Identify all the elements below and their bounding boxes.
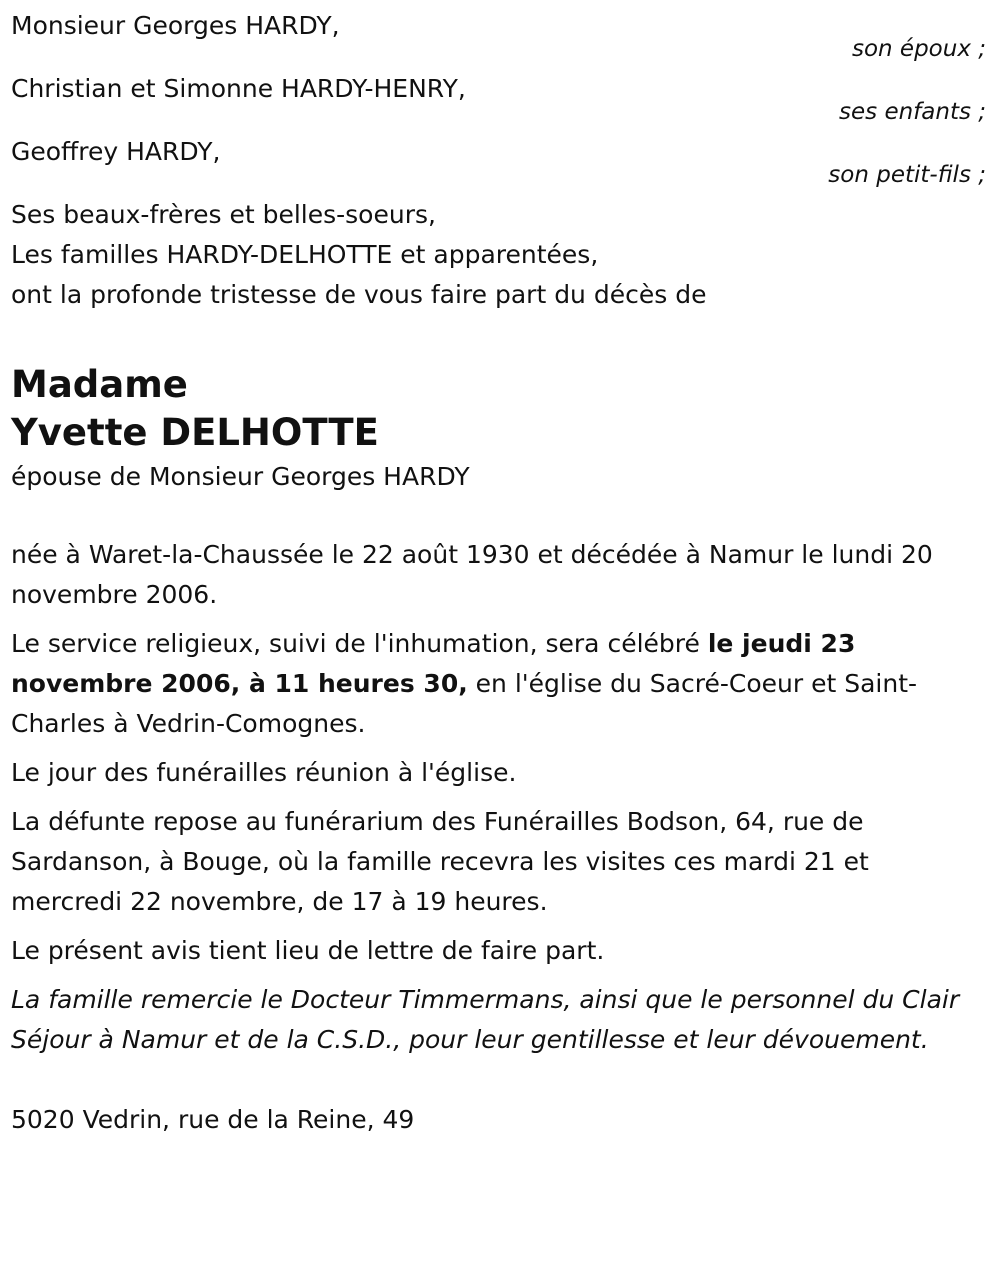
- family-member-name: Christian et Simonne HARDY-HENRY,: [11, 74, 466, 103]
- family-member-role: son petit-fils ;: [828, 162, 986, 188]
- family-member: [11, 69, 986, 124]
- family-member-role: son époux ;: [851, 36, 986, 62]
- birth-death-text: née à Waret-la-Chaussée le 22 août 1930 et décédée à Namur le lundi 20 novembre 2006.: [11, 540, 933, 609]
- family-member-name: Geoffrey HARDY,: [11, 137, 221, 166]
- service-suffix: en l'église du Sacré-Coeur et Saint-Charles à Vedrin-Comognes.: [11, 669, 918, 738]
- service-prefix: Le service religieux, suivi de l'inhumation, sera célébré: [11, 629, 708, 658]
- family-member-name: Monsieur Georges HARDY,: [11, 11, 340, 40]
- relatives: [11, 195, 986, 275]
- announcement: ont la profonde tristesse de vous faire part du décès de: [11, 280, 707, 309]
- relatives-line: Ses beaux-frères et belles-soeurs,: [11, 200, 436, 229]
- family-member: [11, 132, 986, 187]
- spouse-line: épouse de Monsieur Georges HARDY: [11, 462, 470, 491]
- service-text: [11, 624, 986, 744]
- repose-text: La défunte repose au funérarium des Funérailles Bodson, 64, rue de Sardanson, à Bouge, où la famille recevra les visites ces mardi 21 et mercredi 22 novembre, de 17 à 19 heures.: [11, 807, 869, 916]
- deceased-name-heading: [11, 361, 986, 457]
- service-date: le jeudi 23 novembre 2006, à 11 heures 30,: [11, 629, 856, 698]
- meeting-text: Le jour des funérailles réunion à l'église.: [11, 758, 517, 787]
- family-member-role: ses enfants ;: [839, 99, 986, 125]
- notice-text: Le présent avis tient lieu de lettre de faire part.: [11, 936, 605, 965]
- family-member: [11, 6, 986, 61]
- relatives-line: Les familles HARDY-DELHOTTE et apparentées,: [11, 240, 599, 269]
- thanks-text: La famille remercie le Docteur Timmermans, ainsi que le personnel du Clair Séjour à Namur et de la C.S.D., pour leur gentillesse et leur dévouement.: [11, 985, 960, 1054]
- obituary-notice: [11, 6, 986, 1140]
- deceased-title: Madame: [11, 363, 188, 406]
- address: 5020 Vedrin, rue de la Reine, 49: [11, 1105, 415, 1134]
- deceased-name: Yvette DELHOTTE: [11, 411, 379, 454]
